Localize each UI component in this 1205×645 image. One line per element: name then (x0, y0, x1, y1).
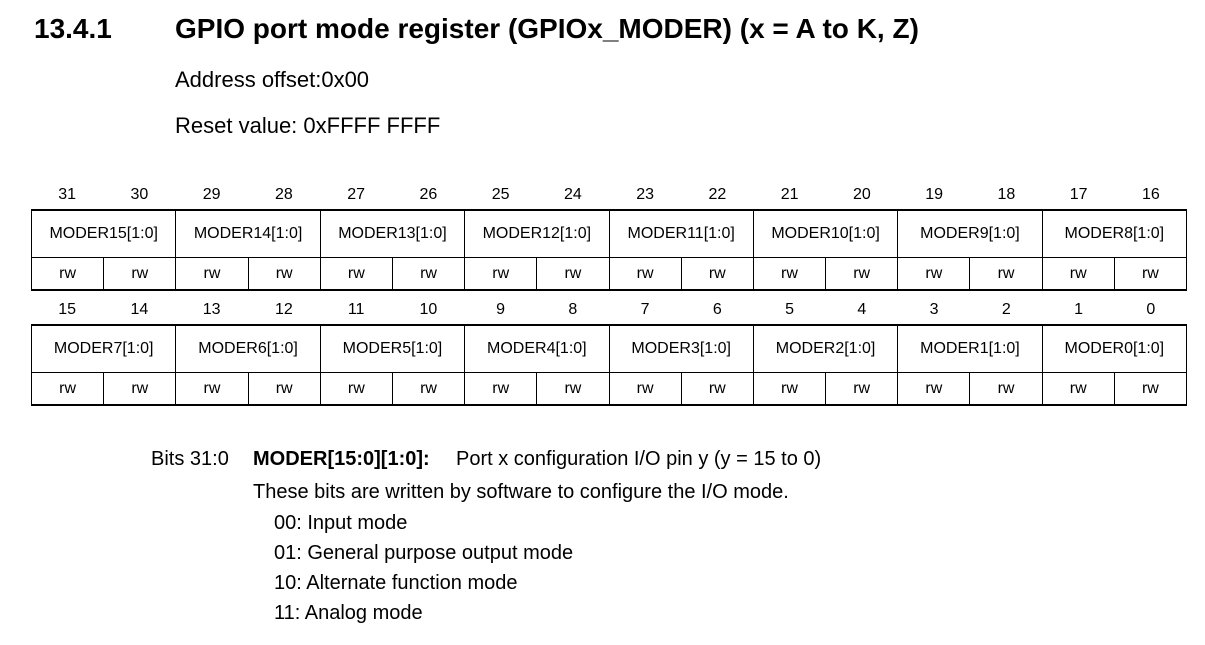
field-cell: MODER8[1:0] (1042, 210, 1186, 258)
bit-number-row-lower (31, 296, 1187, 324)
access-cell: rw (1042, 373, 1114, 406)
mode-list-item: 00: Input mode (274, 512, 408, 534)
field-cell: MODER13[1:0] (320, 210, 464, 258)
bit-number: 1 (1074, 301, 1084, 318)
bit-number: 9 (496, 301, 506, 318)
bit-number: 5 (785, 301, 795, 318)
section-title: GPIO port mode register (GPIOx_MODER) (x = A to K, Z) (175, 13, 919, 44)
bit-number: 20 (852, 186, 871, 203)
bit-number: 14 (130, 301, 149, 318)
access-cell: rw (609, 373, 681, 406)
bit-number: 11 (347, 301, 365, 318)
access-cell: rw (1114, 373, 1186, 406)
access-cell: rw (753, 258, 825, 291)
access-cell: rw (104, 373, 176, 406)
register-table-upper (31, 209, 1187, 291)
field-cell: MODER3[1:0] (609, 325, 753, 373)
access-cell: rw (826, 258, 898, 291)
access-cell: rw (1114, 258, 1186, 291)
field-cell: MODER2[1:0] (753, 325, 897, 373)
bit-number: 2 (1001, 301, 1011, 318)
access-cell: rw (753, 373, 825, 406)
access-cell: rw (176, 258, 248, 291)
bit-number: 27 (347, 186, 366, 203)
bit-number: 23 (636, 186, 655, 203)
access-cell: rw (826, 373, 898, 406)
section-number: 13.4.1 (34, 13, 112, 44)
mode-list-item: 01: General purpose output mode (274, 542, 574, 564)
access-cell: rw (320, 258, 392, 291)
register-table-lower (31, 324, 1187, 406)
description-detail: These bits are written by software to configure the I/O mode. (253, 481, 789, 503)
bit-number: 12 (274, 301, 293, 318)
access-cell: rw (32, 258, 104, 291)
field-cell: MODER6[1:0] (176, 325, 320, 373)
mode-list-item: 10: Alternate function mode (274, 572, 518, 594)
bit-number: 28 (274, 186, 293, 203)
access-row-upper (32, 258, 1187, 291)
field-cell: MODER15[1:0] (32, 210, 176, 258)
field-cell: MODER5[1:0] (320, 325, 464, 373)
bit-number: 3 (929, 301, 939, 318)
bit-number-row-upper (31, 181, 1187, 209)
address-offset: Address offset:0x00 (175, 67, 370, 92)
access-cell: rw (970, 258, 1042, 291)
register-upper-half (31, 181, 1187, 291)
bit-number: 29 (202, 186, 221, 203)
access-cell: rw (1042, 258, 1114, 291)
description-summary: Port x configuration I/O pin y (y = 15 to 0) (456, 448, 822, 470)
access-cell: rw (176, 373, 248, 406)
reset-value: Reset value: 0xFFFF FFFF (175, 113, 441, 138)
mode-list-item: 11: Analog mode (274, 602, 423, 624)
access-cell: rw (465, 373, 537, 406)
bit-number: 26 (419, 186, 438, 203)
field-cell: MODER10[1:0] (753, 210, 897, 258)
field-cell: MODER9[1:0] (898, 210, 1042, 258)
access-cell: rw (248, 373, 320, 406)
access-cell: rw (392, 373, 464, 406)
access-cell: rw (898, 258, 970, 291)
bit-number: 31 (58, 186, 77, 203)
field-cell: MODER0[1:0] (1042, 325, 1186, 373)
bit-number: 7 (640, 301, 650, 318)
access-row-lower (32, 373, 1187, 406)
access-cell: rw (537, 373, 609, 406)
access-cell: rw (32, 373, 104, 406)
access-cell: rw (609, 258, 681, 291)
bit-number: 24 (563, 186, 582, 203)
access-cell: rw (392, 258, 464, 291)
bit-number: 22 (708, 186, 727, 203)
field-cell: MODER12[1:0] (465, 210, 609, 258)
access-cell: rw (320, 373, 392, 406)
description-bits: Bits 31:0 (151, 448, 229, 470)
access-cell: rw (970, 373, 1042, 406)
access-cell: rw (898, 373, 970, 406)
field-row-upper (32, 210, 1187, 258)
bit-number: 17 (1069, 186, 1088, 203)
bit-number: 4 (857, 301, 867, 318)
bit-number: 30 (130, 186, 149, 203)
access-cell: rw (537, 258, 609, 291)
bit-number: 16 (1141, 186, 1160, 203)
bit-number: 25 (491, 186, 510, 203)
bit-number: 6 (712, 301, 722, 318)
bit-number: 21 (780, 186, 799, 203)
access-cell: rw (681, 373, 753, 406)
bit-number: 8 (568, 301, 578, 318)
access-cell: rw (465, 258, 537, 291)
register-lower-half (31, 296, 1187, 406)
description-field-name: MODER[15:0][1:0]: (253, 448, 430, 470)
field-cell: MODER14[1:0] (176, 210, 320, 258)
mode-list (274, 511, 573, 631)
field-row-lower (32, 325, 1187, 373)
bit-number: 18 (997, 186, 1016, 203)
bit-number: 0 (1146, 301, 1156, 318)
field-cell: MODER7[1:0] (32, 325, 176, 373)
access-cell: rw (104, 258, 176, 291)
field-cell: MODER11[1:0] (609, 210, 753, 258)
access-cell: rw (681, 258, 753, 291)
bit-number: 13 (202, 301, 221, 318)
bit-number: 10 (419, 301, 438, 318)
field-cell: MODER4[1:0] (465, 325, 609, 373)
bit-number: 15 (58, 301, 77, 318)
access-cell: rw (248, 258, 320, 291)
bit-number: 19 (925, 186, 944, 203)
field-cell: MODER1[1:0] (898, 325, 1042, 373)
